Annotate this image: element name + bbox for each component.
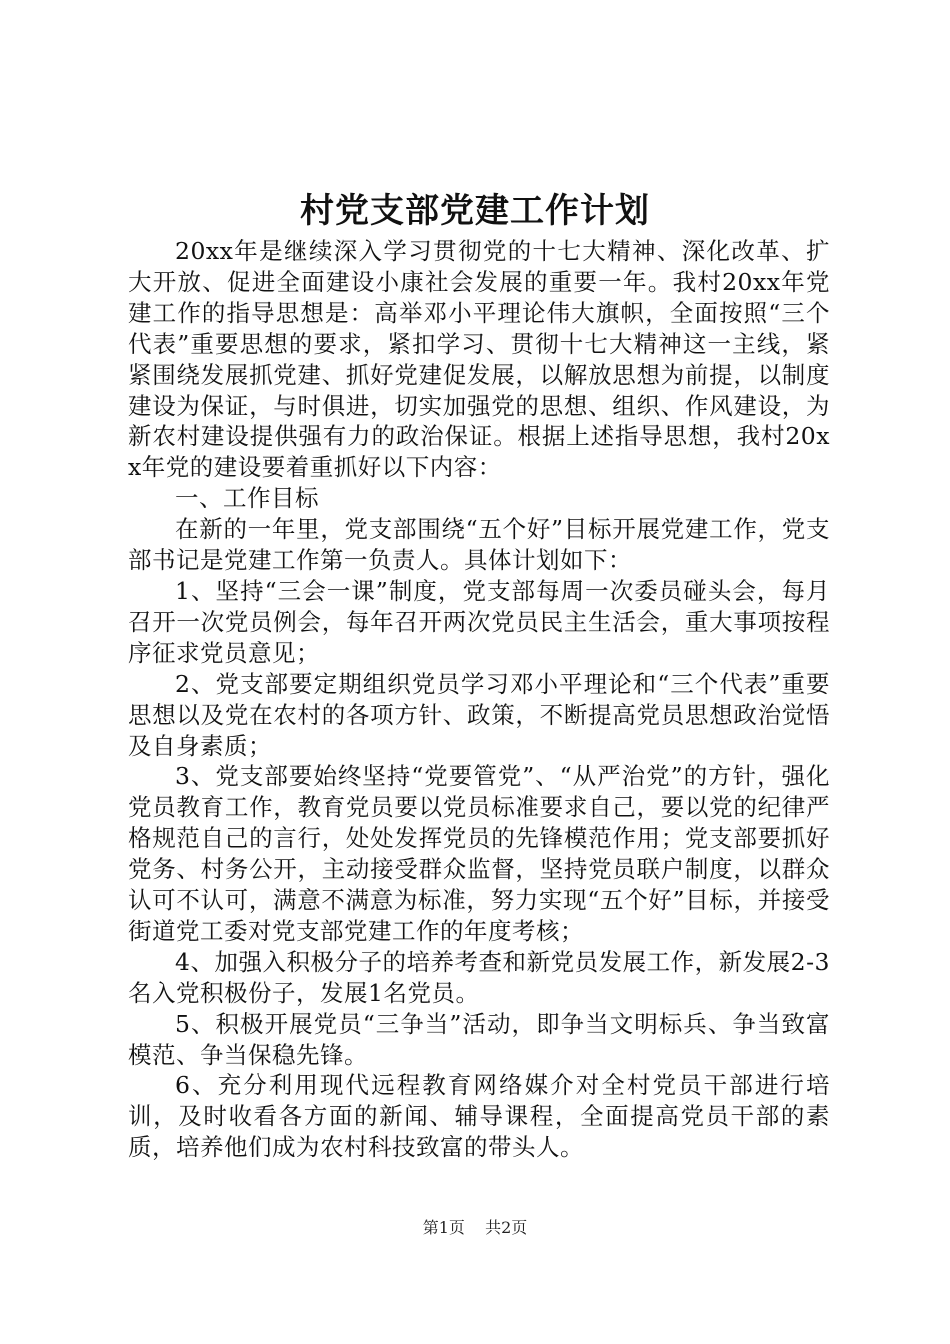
page-footer [0,1215,950,1238]
plan-item-1: 1、坚持“三会一课”制度，党支部每周一次委员碰头会，每月召开一次党员例会，每年召开两次党员民主生活会，重大事项按程序征求党员意见； [128,576,830,667]
document-body [128,236,830,1163]
paragraph-goals-intro: 在新的一年里，党支部围绕“五个好”目标开展党建工作，党支部书记是党建工作第一负责人。具体计划如下： [128,515,830,575]
plan-item-5: 5、积极开展党员“三争当”活动，即争当文明标兵、争当致富模范、争当保稳先锋。 [128,1009,830,1069]
plan-item-3: 3、党支部要始终坚持“党要管党”、“从严治党”的方针，强化党员教育工作，教育党员要以党员标准要求自己，要以党的纪律严格规范自己的言行，处处发挥党员的先锋模范作用；党支部要抓好党务、村务公开，主动接受群众监督，坚持党员联户制度，以群众认可不认可，满意不满意为标准，努力实现“五个好”目标，并接受街道党工委对党支部党建工作的年度考核； [128,762,830,945]
paragraph-intro: 20xx年是继续深入学习贯彻党的十七大精神、深化改革、扩大开放、促进全面建设小康社会发展的重要一年。我村20xx年党建工作的指导思想是：高举邓小平理论伟大旗帜，全面按照“三个代表”重要思想的要求，紧扣学习、贯彻十七大精神这一主线，紧紧围绕发展抓党建、抓好党建促发展，以解放思想为前提，以制度建设为保证，与时俱进，切实加强党的思想、组织、作风建设，为新农村建设提供强有力的政治保证。根据上述指导思想，我村20xx年党的建设要着重抓好以下内容： [128,237,830,482]
plan-item-4: 4、加强入积极分子的培养考查和新党员发展工作，新发展2-3名入党积极份子，发展1名党员。 [128,947,830,1007]
plan-item-2: 2、党支部要定期组织党员学习邓小平理论和“三个代表”重要思想以及党在农村的各项方针、政策，不断提高党员思想政治觉悟及自身素质； [128,669,830,760]
plan-item-6: 6、充分利用现代远程教育网络媒介对全村党员干部进行培训，及时收看各方面的新闻、辅导课程，全面提高党员干部的素质，培养他们成为农村科技致富的带头人。 [128,1071,830,1162]
page-title: 村党支部党建工作计划 [300,191,650,231]
section-heading-goals: 一、工作目标 [175,484,319,513]
page-total: 共2页 [485,1218,528,1237]
page-number: 第1页 [422,1218,465,1237]
